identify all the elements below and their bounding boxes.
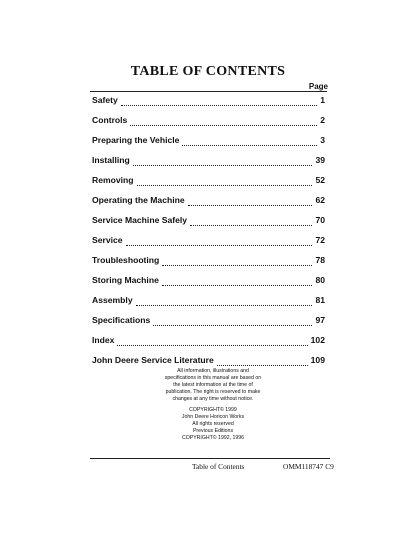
- notice-line: the latest information at the time of: [173, 382, 253, 388]
- toc-entry-label: Specifications: [92, 315, 151, 325]
- dot-leader: [188, 196, 313, 206]
- toc-entry-page: 78: [315, 255, 325, 265]
- dot-leader: [130, 116, 317, 126]
- footer-section: Table of Contents: [192, 462, 245, 471]
- toc-entry[interactable]: [92, 110, 325, 130]
- notice-line: publication. The right is reserved to make: [165, 389, 261, 395]
- toc-entry-page: 72: [315, 235, 325, 245]
- dot-leader: [182, 136, 317, 146]
- dot-leader: [117, 336, 307, 346]
- toc-entry-page: 97: [315, 315, 325, 325]
- page-column-header: Page: [308, 82, 328, 91]
- toc-entry-page: 1: [320, 95, 325, 105]
- dot-leader: [133, 156, 313, 166]
- toc-entry[interactable]: [92, 150, 325, 170]
- toc-entry[interactable]: [92, 250, 325, 270]
- toc-entry-page: 109: [310, 355, 325, 365]
- copyright-line: John Deere Horicon Works: [181, 414, 245, 420]
- toc-entry-page: 52: [315, 175, 325, 185]
- toc-entry-label: Preparing the Vehicle: [92, 135, 180, 145]
- copyright-line: Previous Editions: [192, 428, 234, 434]
- toc-entry-page: 3: [320, 135, 325, 145]
- publication-notice: [158, 368, 268, 446]
- toc-entry[interactable]: [92, 130, 325, 150]
- toc-entry-label: Storing Machine: [92, 275, 159, 285]
- toc-list: [92, 90, 325, 370]
- toc-entry[interactable]: [92, 170, 325, 190]
- toc-entry[interactable]: [92, 290, 325, 310]
- dot-leader: [190, 216, 312, 226]
- notice-line: changes at any time without notice.: [172, 396, 254, 402]
- notice-line: specifications in this manual are based on: [164, 375, 262, 381]
- toc-entry-label: Removing: [92, 175, 134, 185]
- toc-entry[interactable]: [92, 330, 325, 350]
- toc-entry[interactable]: [92, 270, 325, 290]
- toc-entry[interactable]: [92, 230, 325, 250]
- dot-leader: [162, 256, 312, 266]
- toc-entry[interactable]: [92, 210, 325, 230]
- toc-entry-label: Safety: [92, 95, 118, 105]
- toc-entry-page: 81: [315, 295, 325, 305]
- toc-entry[interactable]: [92, 190, 325, 210]
- copyright-line: COPYRIGHT© 1999: [189, 407, 237, 413]
- toc-entry-label: Operating the Machine: [92, 195, 185, 205]
- toc-entry[interactable]: [92, 350, 325, 370]
- page-title: TABLE OF CONTENTS: [130, 64, 286, 79]
- toc-entry-page: 70: [315, 215, 325, 225]
- toc-entry-page: 62: [315, 195, 325, 205]
- toc-entry-label: Assembly: [92, 295, 133, 305]
- toc-entry-page: 80: [315, 275, 325, 285]
- dot-leader: [137, 176, 313, 186]
- footer-rule: [90, 458, 330, 459]
- toc-entry-label: John Deere Service Literature: [92, 355, 214, 365]
- toc-entry-label: Index: [92, 335, 115, 345]
- toc-entry-page: 2: [320, 115, 325, 125]
- dot-leader: [126, 236, 313, 246]
- dot-leader: [217, 356, 308, 366]
- toc-entry[interactable]: [92, 90, 325, 110]
- toc-entry[interactable]: [92, 310, 325, 330]
- dot-leader: [136, 296, 313, 306]
- dot-leader: [121, 96, 317, 106]
- toc-entry-page: 102: [310, 335, 325, 345]
- notice-line: All information, illustrations and: [177, 368, 249, 374]
- notice-paragraph: [158, 368, 268, 403]
- dot-leader: [153, 316, 312, 326]
- copyright-line: COPYRIGHT© 1992, 1996: [181, 435, 245, 441]
- copyright-line: All rights reserved: [192, 421, 234, 427]
- toc-entry-label: Service Machine Safely: [92, 215, 188, 225]
- copyright-block: [158, 407, 268, 442]
- dot-leader: [162, 276, 313, 286]
- footer-doc-code: OMM118747 C9: [283, 462, 334, 471]
- toc-entry-page: 39: [315, 155, 325, 165]
- toc-entry-label: Troubleshooting: [92, 255, 160, 265]
- toc-entry-label: Service: [92, 235, 123, 245]
- toc-entry-label: Controls: [92, 115, 128, 125]
- toc-entry-label: Installing: [92, 155, 130, 165]
